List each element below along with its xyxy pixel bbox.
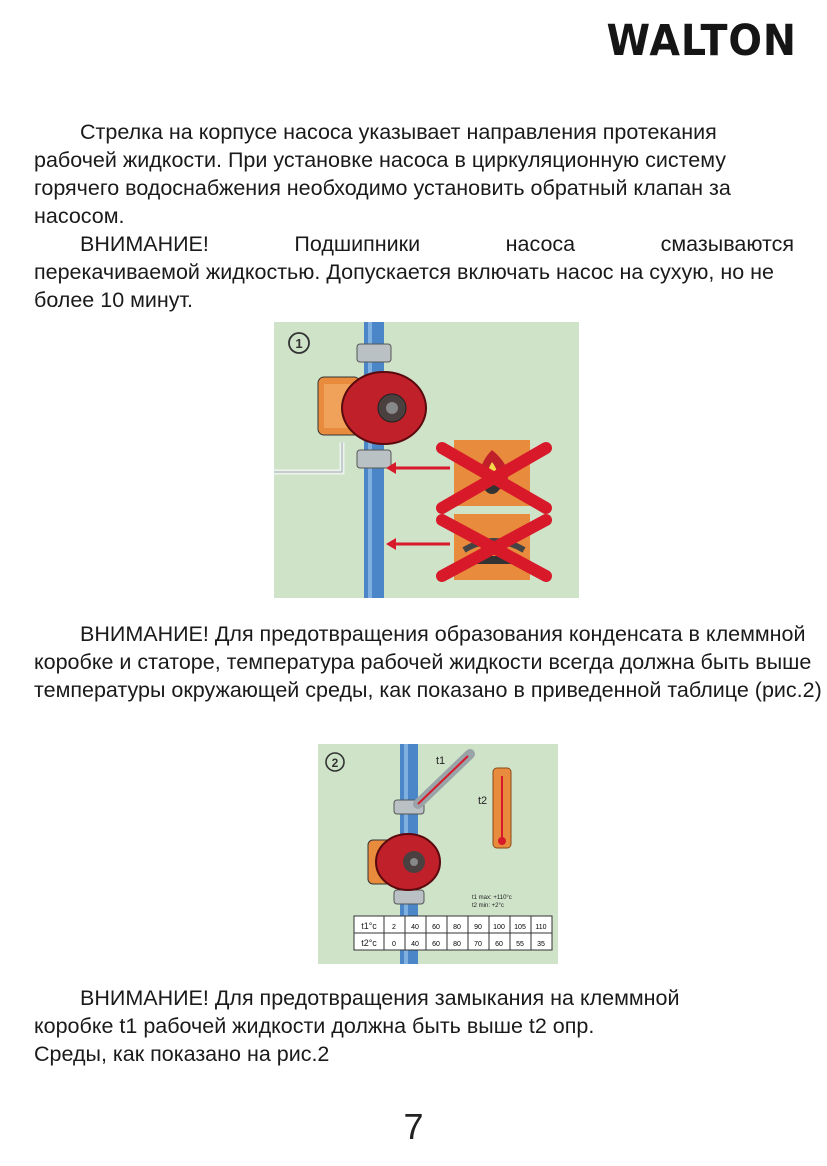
fitting-nut-bottom [357,450,391,468]
table-cell: 80 [453,941,461,948]
table-cell: 0 [392,941,396,948]
fitting-nut-top [357,344,391,362]
brand-logo: WALTON [606,16,797,66]
table-cell: 110 [535,924,547,931]
page-number: 7 [403,1106,424,1147]
table-cell: 55 [516,941,524,948]
table-cell: 60 [432,941,440,948]
table-cell: 60 [432,924,440,931]
table-cell: 40 [411,941,419,948]
figure-1-number: 1 [295,336,303,351]
figure-2-temperatures [318,744,558,964]
paragraph-line: Среды, как показано на рис.2 [34,1042,330,1066]
t2-label: t2 [478,795,488,807]
t1-label: t1 [436,755,446,767]
table-cell: 35 [537,941,545,948]
table-cell: 70 [474,941,482,948]
paragraph-flow-direction: Стрелка на корпусе насоса указывает направления протекания рабочей жидкости. При установке насоса в циркуляционную систему горячего водоснабжения необходимо установить обратный клапан за насосом. [34,120,731,228]
table-cell: 60 [495,941,503,948]
limit-t1: t1 max: +110°c [472,895,512,901]
paragraph-short-circuit [34,984,794,1068]
table-row2-head: t2°c [361,938,377,948]
temperature-table [354,916,552,950]
figure-2-number: 2 [331,756,339,770]
table-cell: 80 [453,924,461,931]
table-row1-head: t1°c [361,921,377,931]
table-cell: 40 [411,924,419,931]
paragraph-line: ВНИМАНИЕ! Для предотвращения замыкания на клеммной [80,986,680,1010]
figure-1-dry-run [274,322,579,598]
paragraph-bearings-rest: перекачиваемой жидкостью. Допускается включать насос на сухую, но не более 10 минут. [34,260,775,312]
table-cell: 100 [493,924,505,931]
table-cell: 2 [392,924,396,931]
paragraph-bearings-line1: ВНИМАНИЕ! Подшипники насоса смазываются [80,232,794,256]
table-cell: 90 [474,924,482,931]
paragraph-condensate: ВНИМАНИЕ! Для предотвращения образования конденсата в клеммной коробке и статоре, температура рабочей жидкости всегда должна быть выше температуры окружающей среды, как показано в приведенной таблице (рис.2) [34,622,822,702]
paragraph-line: коробке t1 рабочей жидкости должна быть выше t2 опр. [34,1014,595,1038]
limit-t2: t2 min: +2°c [472,903,504,909]
table-cell: 105 [514,924,526,931]
